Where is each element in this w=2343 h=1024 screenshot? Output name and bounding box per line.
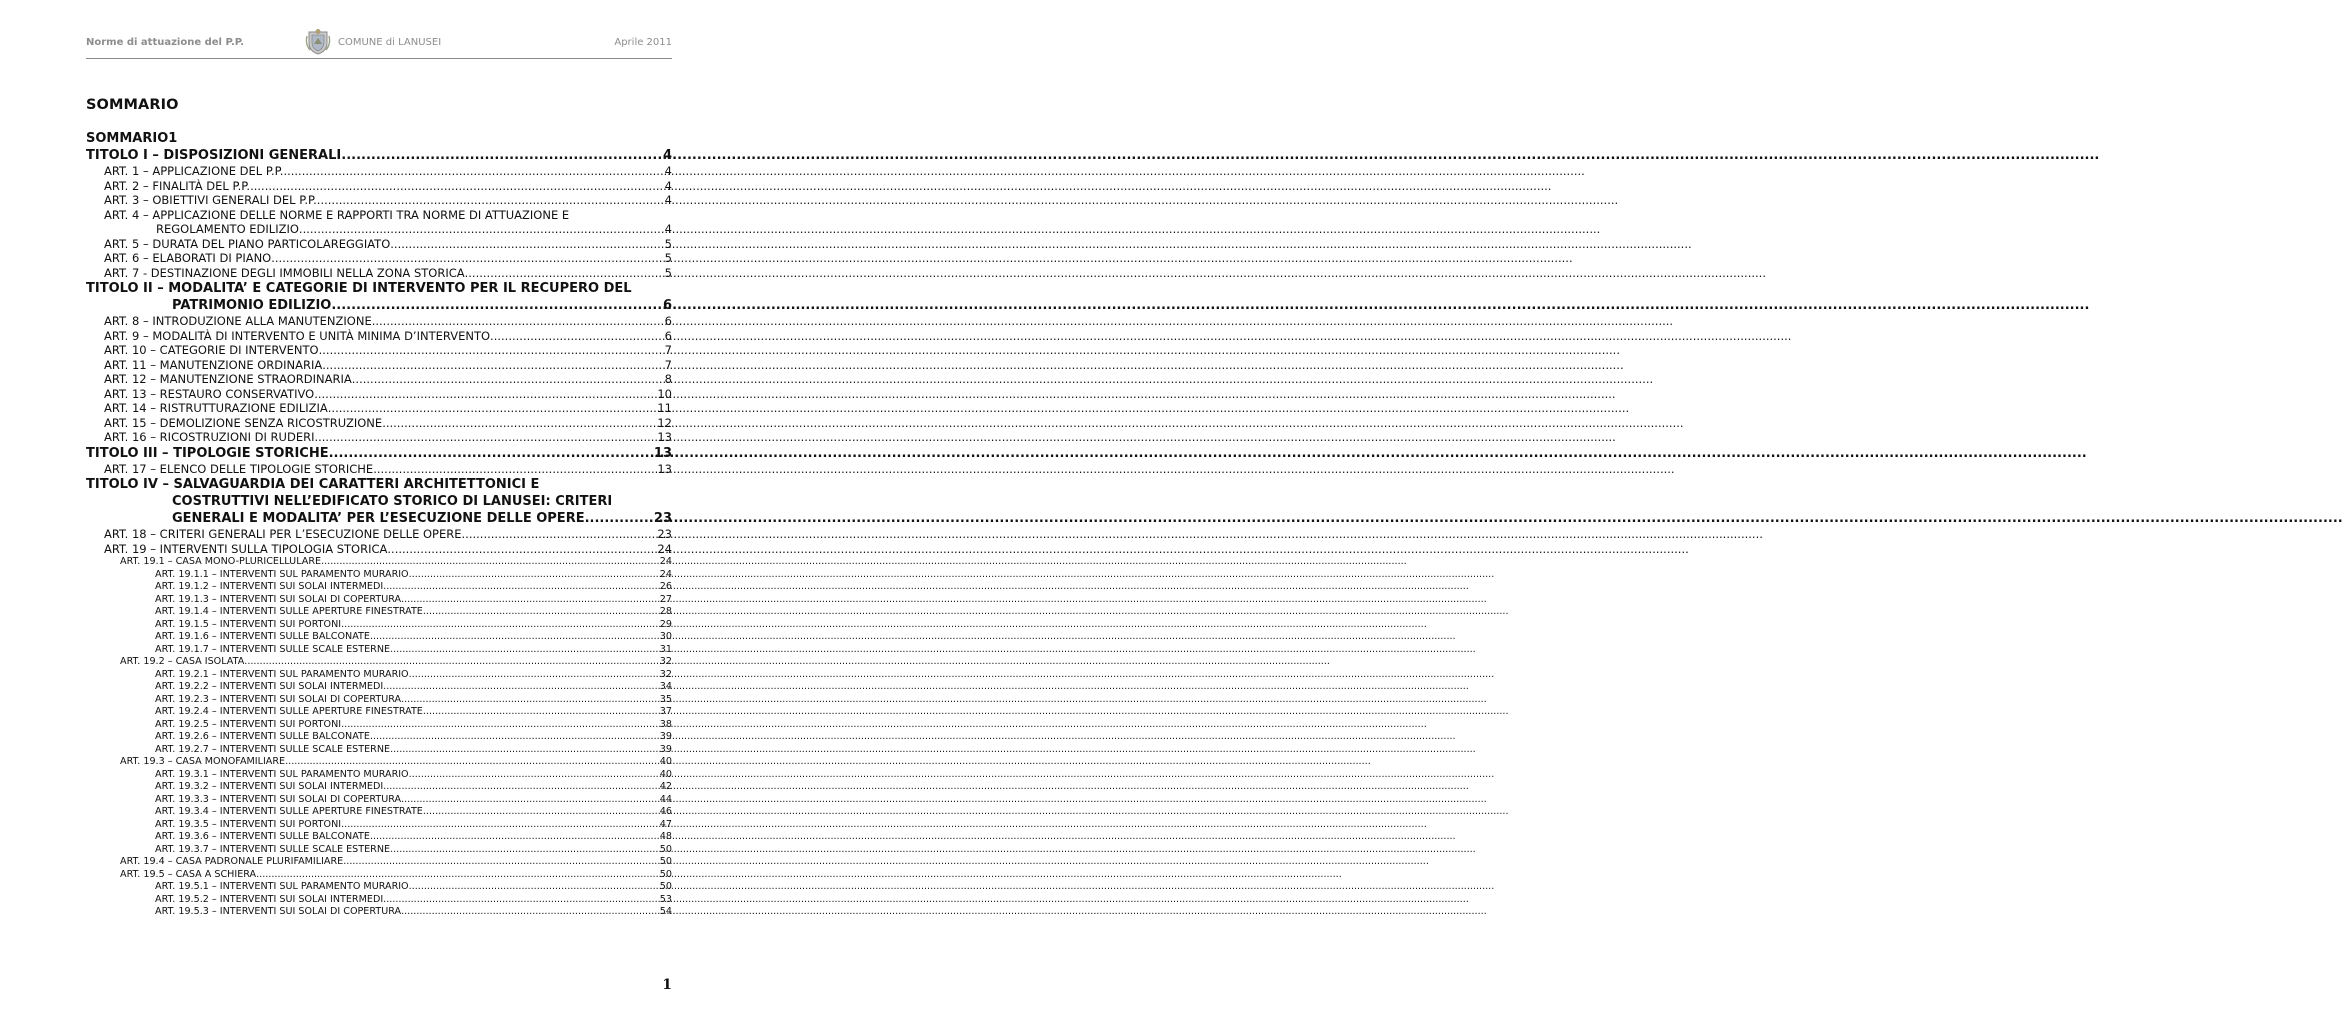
toc-entry[interactable] bbox=[86, 756, 672, 769]
toc-entry-title: ART. 19.2 – CASA ISOLATA bbox=[120, 656, 245, 667]
toc-entry-title: ART. 19.2.5 – INTERVENTI SUI PORTONI bbox=[155, 718, 342, 730]
toc-entry-title: ART. 19.1.4 – INTERVENTI SULLE APERTURE FINESTRATE bbox=[155, 606, 423, 617]
toc-entry-title: TITOLO IV – SALVAGUARDIA DEI CARATTERI ARCHITETTONICI E bbox=[86, 477, 540, 492]
toc-page-number: 32 bbox=[659, 656, 672, 667]
toc-page-number: 4 bbox=[664, 164, 672, 178]
toc-entry-title: ART. 13 – RESTAURO CONSERVATIVO bbox=[104, 386, 315, 401]
toc-dot-leader bbox=[390, 744, 659, 757]
toc-entry-title-continued: GENERALI E MODALITA’ PER L’ESECUZIONE DELLE OPERE bbox=[172, 511, 585, 526]
toc-entry-title: ART. 19.2.4 – INTERVENTI SULLE APERTURE FINESTRATE bbox=[155, 706, 423, 717]
header-town-name: COMUNE di LANUSEI bbox=[338, 36, 442, 48]
toc-dot-leader bbox=[299, 222, 664, 237]
toc-dot-leader bbox=[341, 719, 659, 732]
toc-dot-leader bbox=[317, 193, 664, 208]
toc-entry[interactable] bbox=[86, 794, 672, 807]
toc-page-number: 27 bbox=[659, 593, 672, 605]
toc-dot-leader bbox=[314, 387, 656, 402]
toc-page-number: 28 bbox=[659, 606, 672, 617]
toc-dot-leader bbox=[341, 619, 659, 632]
toc-page-number: 54 bbox=[659, 906, 672, 917]
toc-entry-title: ART. 12 – MANUTENZIONE STRAORDINARIA bbox=[104, 372, 352, 386]
toc-dot-leader bbox=[372, 314, 664, 329]
toc-dot-leader bbox=[383, 681, 659, 694]
toc-entry-title: ART. 3 – OBIETTIVI GENERALI DEL P.P. bbox=[104, 193, 317, 207]
toc-entry[interactable] bbox=[86, 208, 672, 237]
toc-dot-leader bbox=[285, 756, 659, 769]
toc-page-number: 7 bbox=[664, 343, 672, 357]
toc-dot-leader bbox=[331, 297, 662, 314]
toc-page-number: 47 bbox=[659, 818, 672, 830]
toc-entry-title: ART. 19.3.6 – INTERVENTI SULLE BALCONATE bbox=[155, 831, 370, 842]
toc-page-number: 53 bbox=[659, 893, 672, 905]
toc-entry[interactable] bbox=[86, 401, 672, 416]
toc-entry-title: TITOLO II – MODALITA’ E CATEGORIE DI INTERVENTO PER IL RECUPERO DEL bbox=[86, 281, 632, 296]
toc-page-number: 10 bbox=[657, 386, 672, 401]
toc-dot-leader bbox=[401, 794, 659, 807]
toc-dot-leader bbox=[383, 581, 659, 594]
toc-entry-title: ART. 19.2.1 – INTERVENTI SUL PARAMENTO MURARIO bbox=[155, 668, 409, 680]
toc-entry[interactable] bbox=[86, 744, 672, 757]
toc-entry-title: TITOLO III – TIPOLOGIE STORICHE bbox=[86, 445, 329, 461]
toc-page-number: 4 bbox=[664, 178, 672, 193]
toc-entry[interactable] bbox=[86, 430, 672, 445]
toc-entry[interactable] bbox=[86, 881, 672, 894]
toc-dot-leader bbox=[341, 819, 659, 832]
toc-entry-title: ART. 7 - DESTINAZIONE DEGLI IMMOBILI NELLA ZONA STORICA bbox=[104, 265, 465, 280]
toc-dot-leader bbox=[271, 251, 663, 266]
toc-entry-title: ART. 9 – MODALITÀ DI INTERVENTO E UNITÀ MINIMA D’INTERVENTO bbox=[104, 328, 491, 343]
toc-entry[interactable] bbox=[86, 906, 672, 919]
toc-dot-leader bbox=[462, 527, 657, 542]
toc-entry-title: ART. 10 – CATEGORIE DI INTERVENTO bbox=[104, 343, 319, 357]
toc-entry-title: ART. 19.5.1 – INTERVENTI SUL PARAMENTO MURARIO bbox=[155, 881, 409, 892]
toc-entry-title: ART. 15 – DEMOLIZIONE SENZA RICOSTRUZIONE bbox=[104, 415, 383, 430]
toc-page-number: 13 bbox=[657, 461, 672, 476]
toc-dot-leader bbox=[373, 462, 656, 477]
toc-dot-leader bbox=[401, 594, 659, 607]
toc-page-number: 29 bbox=[659, 618, 672, 630]
toc-entry[interactable] bbox=[86, 280, 672, 314]
toc-page-number: 40 bbox=[659, 756, 672, 767]
toc-page-number: 31 bbox=[659, 643, 672, 655]
toc-page-number: 4 bbox=[662, 148, 672, 163]
toc-entry-title-continued: PATRIMONIO EDILIZIO bbox=[172, 298, 332, 313]
toc-entry-title: ART. 19.4 – CASA PADRONALE PLURIFAMILIARE bbox=[120, 856, 344, 867]
toc-entry[interactable] bbox=[86, 894, 672, 907]
toc-page-number: 50 bbox=[659, 856, 672, 867]
toc-page-number: 23 bbox=[657, 527, 672, 541]
toc-page-number: 6 bbox=[662, 298, 672, 313]
toc-dot-leader bbox=[256, 869, 659, 882]
toc-page-number: 50 bbox=[659, 843, 672, 855]
toc-dot-leader bbox=[409, 881, 659, 894]
toc-entry[interactable] bbox=[86, 806, 672, 819]
toc-dot-leader bbox=[390, 237, 663, 252]
toc-page-number: 4 bbox=[664, 222, 672, 236]
toc-entry-title: ART. 6 – ELABORATI DI PIANO bbox=[104, 251, 272, 265]
toc-page-number: 32 bbox=[659, 668, 672, 680]
toc-page-number: 40 bbox=[659, 768, 672, 780]
toc-page-number: 24 bbox=[659, 556, 672, 567]
toc-dot-leader bbox=[319, 343, 664, 358]
toc-entry[interactable] bbox=[86, 731, 672, 744]
toc-entry[interactable] bbox=[86, 343, 672, 358]
toc-entry-title: ART. 19.2.2 – INTERVENTI SUI SOLAI INTERMEDI bbox=[155, 681, 384, 692]
toc-entry-title: ART. 14 – RISTRUTTURAZIONE EDILIZIA bbox=[104, 401, 328, 415]
toc-entry[interactable] bbox=[86, 462, 672, 477]
toc-dot-leader bbox=[401, 694, 659, 707]
toc-page-number: 8 bbox=[664, 372, 672, 386]
toc-page-number: 35 bbox=[659, 693, 672, 705]
toc-page-number: 13 bbox=[653, 445, 672, 461]
toc-dot-leader bbox=[370, 831, 659, 844]
toc-entry-title: ART. 19.1.2 – INTERVENTI SUI SOLAI INTERMEDI bbox=[155, 581, 384, 592]
toc-page-number: 48 bbox=[659, 831, 672, 842]
toc-page-number: 30 bbox=[659, 631, 672, 642]
toc-entry-title: ART. 19.3 – CASA MONOFAMILIARE bbox=[120, 756, 286, 767]
header-date: Aprile 2011 bbox=[614, 37, 672, 48]
toc-entry[interactable] bbox=[86, 387, 672, 402]
toc-dot-leader bbox=[423, 806, 659, 819]
toc-entry[interactable] bbox=[86, 193, 672, 208]
toc-entry[interactable] bbox=[86, 329, 672, 344]
toc-entry[interactable] bbox=[86, 869, 672, 882]
toc-entry-title: ART. 19.3.3 – INTERVENTI SUI SOLAI DI COPERTURA bbox=[155, 793, 402, 805]
toc-page-number: 7 bbox=[664, 357, 672, 372]
toc-entry-title: ART. 19.3.7 – INTERVENTI SULLE SCALE ESTERNE bbox=[155, 843, 391, 855]
toc-entry-title: ART. 19.2.7 – INTERVENTI SULLE SCALE ESTERNE bbox=[155, 743, 391, 755]
toc-entry[interactable] bbox=[86, 656, 672, 669]
toc-heading: SOMMARIO1 bbox=[86, 131, 178, 146]
toc-entry[interactable] bbox=[86, 631, 672, 644]
toc-entry[interactable] bbox=[86, 681, 672, 694]
toc-dot-leader bbox=[283, 164, 663, 179]
toc-entry-title: ART. 19.5.2 – INTERVENTI SUI SOLAI INTERMEDI bbox=[155, 893, 384, 905]
toc-entry[interactable] bbox=[86, 856, 672, 869]
toc-entry[interactable] bbox=[86, 251, 672, 266]
toc-entry-title: ART. 19.3.2 – INTERVENTI SUI SOLAI INTERMEDI bbox=[155, 781, 384, 792]
toc-dot-leader bbox=[401, 906, 659, 919]
toc-entry[interactable] bbox=[86, 619, 672, 632]
toc-dot-leader bbox=[383, 781, 659, 794]
toc-entry[interactable] bbox=[86, 669, 672, 682]
toc-dot-leader bbox=[341, 147, 662, 164]
toc-page-number: 5 bbox=[664, 251, 672, 265]
toc-entry-title: ART. 19.1.1 – INTERVENTI SUL PARAMENTO MURARIO bbox=[155, 568, 409, 580]
toc-dot-leader bbox=[490, 329, 664, 344]
toc-dot-leader bbox=[352, 372, 664, 387]
toc-entry[interactable] bbox=[86, 581, 672, 594]
toc-entry[interactable] bbox=[86, 542, 672, 557]
toc-entry[interactable] bbox=[86, 594, 672, 607]
toc-page-number: 4 bbox=[664, 193, 672, 207]
toc-page-number: 24 bbox=[657, 541, 672, 556]
municipal-crest-icon bbox=[304, 28, 332, 56]
toc-entry-title-continued: REGOLAMENTO EDILIZIO bbox=[156, 222, 299, 236]
toc-entry-title: ART. 19.1.3 – INTERVENTI SUI SOLAI DI COPERTURA bbox=[155, 593, 402, 605]
page-number: 1 bbox=[662, 977, 672, 993]
toc-page-number: 39 bbox=[659, 731, 672, 742]
toc-entry-title: ART. 8 – INTRODUZIONE ALLA MANUTENZIONE bbox=[104, 314, 372, 328]
toc-entry[interactable] bbox=[86, 266, 672, 281]
toc-entry[interactable] bbox=[86, 416, 672, 431]
toc-page-number: 11 bbox=[657, 401, 672, 415]
toc-entry[interactable] bbox=[86, 147, 672, 164]
toc-page-number: 6 bbox=[664, 328, 672, 343]
toc-dot-leader bbox=[370, 631, 659, 644]
toc-entry[interactable] bbox=[86, 719, 672, 732]
toc-page-number: 38 bbox=[659, 718, 672, 730]
toc-entry[interactable] bbox=[86, 819, 672, 832]
toc-entry[interactable] bbox=[86, 358, 672, 373]
toc-entry-title: ART. 5 – DURATA DEL PIANO PARTICOLAREGGIATO bbox=[104, 236, 391, 251]
toc-entry[interactable] bbox=[86, 556, 672, 569]
toc-entry-title: TITOLO I – DISPOSIZIONI GENERALI bbox=[86, 148, 342, 163]
toc-page-number: 12 bbox=[657, 415, 672, 430]
toc-page-number: 37 bbox=[659, 706, 672, 717]
toc-entry-title: ART. 17 – ELENCO DELLE TIPOLOGIE STORICHE bbox=[104, 461, 374, 476]
toc-dot-leader bbox=[387, 542, 656, 557]
toc-entry-title: ART. 16 – RICOSTRUZIONI DI RUDERI bbox=[104, 430, 315, 444]
toc-entry-title: ART. 19.3.4 – INTERVENTI SULLE APERTURE FINESTRATE bbox=[155, 806, 423, 817]
toc-entry-title: ART. 11 – MANUTENZIONE ORDINARIA bbox=[104, 357, 323, 372]
toc-dot-leader bbox=[321, 556, 659, 569]
toc-entry-title: ART. 19.2.6 – INTERVENTI SULLE BALCONATE bbox=[155, 731, 370, 742]
toc-page-number: 42 bbox=[659, 781, 672, 792]
toc-dot-leader bbox=[328, 401, 657, 416]
page-title: SOMMARIO bbox=[86, 97, 179, 113]
toc-dot-leader bbox=[390, 844, 659, 857]
toc-entry-title: ART. 1 – APPLICAZIONE DEL P.P. bbox=[104, 164, 284, 178]
toc-entry[interactable] bbox=[86, 476, 672, 527]
toc-entry[interactable] bbox=[86, 831, 672, 844]
toc-dot-leader bbox=[383, 894, 659, 907]
header-document-title: Norme di attuazione del P.P. bbox=[86, 37, 245, 48]
toc-page-number: 34 bbox=[659, 681, 672, 692]
toc-entry[interactable] bbox=[86, 527, 672, 542]
toc-dot-leader bbox=[465, 266, 664, 281]
toc-entry[interactable] bbox=[86, 314, 672, 329]
toc-page-number: 24 bbox=[659, 568, 672, 580]
toc-entry-title: ART. 4 – APPLICAZIONE DELLE NORME E RAPPORTI TRA NORME DI ATTUAZIONE E bbox=[104, 207, 570, 222]
toc-page-number: 26 bbox=[659, 581, 672, 592]
toc-entry-title: ART. 19.3.1 – INTERVENTI SUL PARAMENTO MURARIO bbox=[155, 768, 409, 780]
toc-entry[interactable] bbox=[86, 781, 672, 794]
toc-page-number: 44 bbox=[659, 793, 672, 805]
toc-dot-leader bbox=[314, 430, 656, 445]
toc-dot-leader bbox=[382, 416, 656, 431]
table-of-contents bbox=[86, 130, 672, 919]
toc-entry[interactable] bbox=[86, 694, 672, 707]
toc-entry[interactable] bbox=[86, 445, 672, 462]
toc-entry-title: ART. 18 – CRITERI GENERALI PER L’ESECUZIONE DELLE OPERE bbox=[104, 527, 462, 541]
toc-dot-leader bbox=[322, 358, 663, 373]
page-header bbox=[86, 30, 672, 59]
toc-dot-leader bbox=[409, 769, 659, 782]
toc-entry[interactable] bbox=[86, 844, 672, 857]
toc-dot-leader bbox=[329, 445, 653, 462]
toc-entry[interactable] bbox=[86, 644, 672, 657]
toc-dot-leader bbox=[370, 731, 659, 744]
toc-page-number: 39 bbox=[659, 743, 672, 755]
toc-entry[interactable] bbox=[86, 769, 672, 782]
toc-entry[interactable] bbox=[86, 372, 672, 387]
toc-dot-leader bbox=[250, 179, 664, 194]
toc-page-number: 5 bbox=[664, 236, 672, 251]
toc-entry[interactable] bbox=[86, 706, 672, 719]
toc-page-number: 50 bbox=[659, 868, 672, 880]
toc-entry-title-continued: COSTRUTTIVI NELL’EDIFICATO STORICO DI LANUSEI: CRITERI bbox=[172, 494, 613, 509]
toc-dot-leader bbox=[390, 644, 659, 657]
toc-entry[interactable] bbox=[86, 569, 672, 582]
toc-entry-title: ART. 2 – FINALITÀ DEL P.P. bbox=[104, 178, 251, 193]
toc-entry-title: ART. 19.5 – CASA A SCHIERA bbox=[120, 868, 257, 880]
toc-page-number: 5 bbox=[664, 265, 672, 280]
toc-page-number: 50 bbox=[659, 881, 672, 892]
toc-entry[interactable] bbox=[86, 179, 672, 194]
toc-dot-leader bbox=[409, 669, 659, 682]
toc-entry-title: ART. 19.1 – CASA MONO-PLURICELLULARE bbox=[120, 556, 322, 567]
toc-entry[interactable] bbox=[86, 606, 672, 619]
toc-dot-leader bbox=[244, 656, 659, 669]
toc-page-number: 6 bbox=[664, 314, 672, 328]
toc-entry[interactable] bbox=[86, 237, 672, 252]
toc-page-number: 23 bbox=[653, 511, 672, 526]
toc-dot-leader bbox=[343, 856, 659, 869]
toc-dot-leader bbox=[585, 510, 653, 527]
toc-entry[interactable] bbox=[86, 164, 672, 179]
toc-dot-leader bbox=[423, 606, 659, 619]
toc-entry-title: ART. 19 – INTERVENTI SULLA TIPOLOGIA STORICA bbox=[104, 541, 388, 556]
toc-entry-title: ART. 19.5.3 – INTERVENTI SUI SOLAI DI COPERTURA bbox=[155, 906, 402, 917]
toc-dot-leader bbox=[409, 569, 659, 582]
toc-dot-leader bbox=[423, 706, 659, 719]
toc-entry-title: ART. 19.1.6 – INTERVENTI SULLE BALCONATE bbox=[155, 631, 370, 642]
toc-page-number: 13 bbox=[657, 430, 672, 444]
toc-entry-title: ART. 19.2.3 – INTERVENTI SUI SOLAI DI COPERTURA bbox=[155, 693, 402, 705]
toc-entry-title: ART. 19.3.5 – INTERVENTI SUI PORTONI bbox=[155, 818, 342, 830]
toc-entry-title: ART. 19.1.5 – INTERVENTI SUI PORTONI bbox=[155, 618, 342, 630]
header-municipality bbox=[304, 28, 441, 56]
toc-page-number: 46 bbox=[659, 806, 672, 817]
toc-entry-title: ART. 19.1.7 – INTERVENTI SULLE SCALE ESTERNE bbox=[155, 643, 391, 655]
